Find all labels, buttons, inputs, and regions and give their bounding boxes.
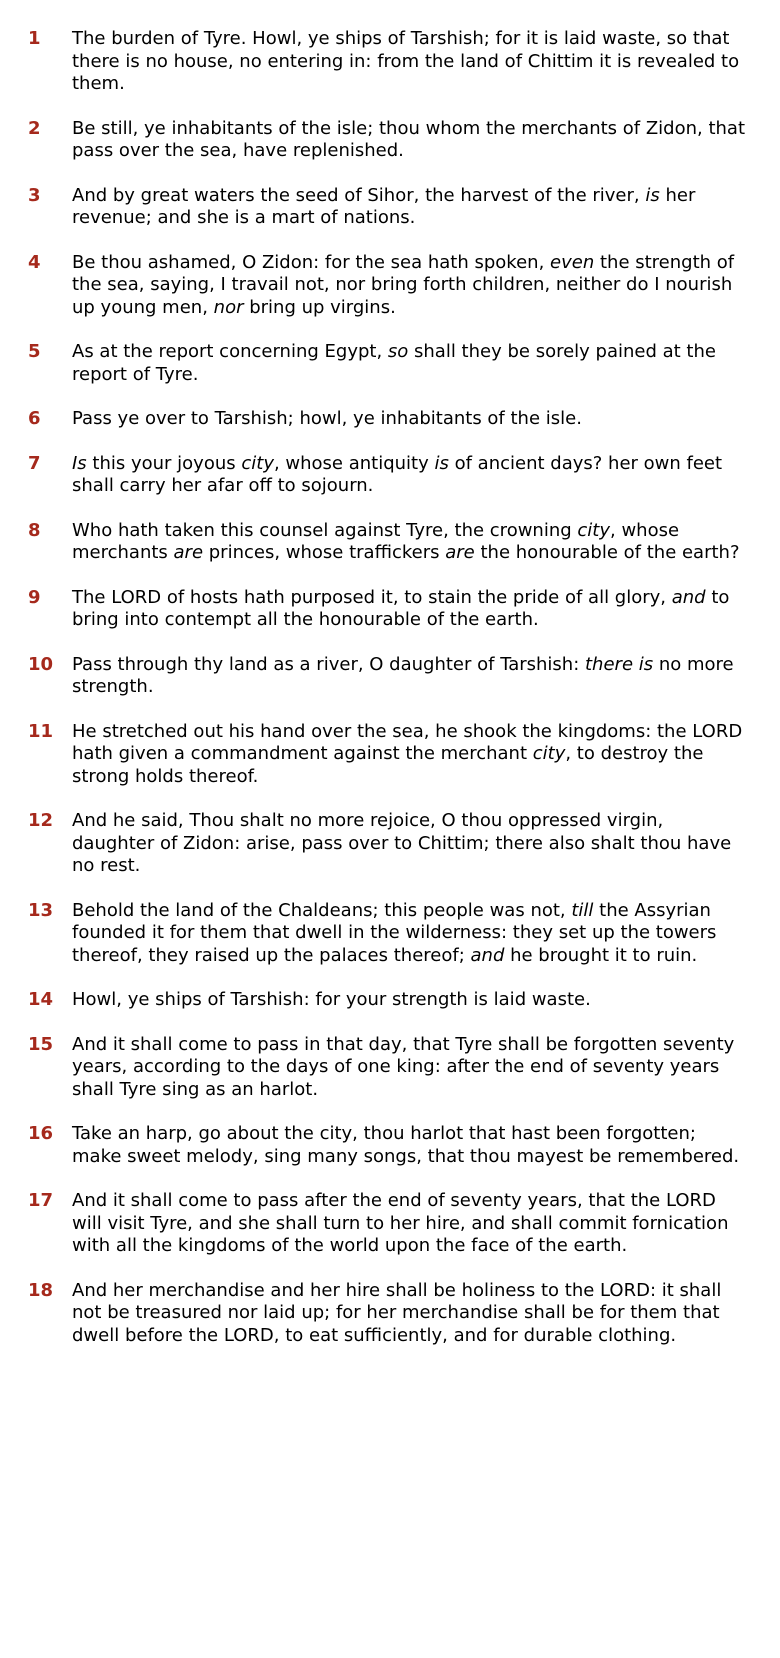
verse-number: 14 <box>28 989 54 1010</box>
verse-text <box>72 252 750 320</box>
verse-text-segment: the strength of the sea, saying, I travail not, nor bring forth children, neither do I nourish up young men, <box>72 251 735 318</box>
verse-text-segment: And it shall come to pass in that day, that Tyre shall be forgotten seventy years, according to the days of one king: after the end of seventy years shall Tyre sing as an harlot. <box>72 1033 735 1100</box>
verse-text-segment: Be still, ye inhabitants of the isle; thou whom the merchants of Zidon, that pass over the sea, have replenished. <box>72 117 746 161</box>
verse <box>28 118 750 163</box>
verse-text-segment: He stretched out his hand over the sea, he shook the kingdoms: the LORD hath given a commandment against the merchant <box>72 720 743 764</box>
verse-text-segment: And it shall come to pass after the end of seventy years, that the LORD will visit Tyre, and she shall turn to her hire, and shall commit fornication with all the kingdoms of the world upon the face of the earth. <box>72 1190 729 1256</box>
verse-text <box>72 1280 750 1348</box>
italic-supplied-word: Is <box>72 452 87 474</box>
verse-text <box>72 810 750 878</box>
verse-text-segment: And her merchandise and her hire shall be holiness to the LORD: it shall not be treasured nor laid up; for her merchandise shall be for them that dwell before the LORD, to eat sufficiently, and for durable clothing. <box>72 1279 722 1346</box>
verse <box>28 341 750 386</box>
verse-text-segment: Take an harp, go about the city, thou harlot that hast been forgotten; make sweet melody, sing many songs, that thou mayest be remembered. <box>72 1123 740 1167</box>
italic-supplied-word: even <box>550 251 595 273</box>
verse <box>28 28 750 96</box>
verse-text <box>72 989 750 1012</box>
verse-number: 17 <box>28 1190 54 1211</box>
verse-text-segment: her revenue; and she is a mart of nations. <box>72 184 696 228</box>
verse-text-segment: And he said, Thou shalt no more rejoice, O thou oppressed virgin, daughter of Zidon: arise, pass over to Chittim; there also shalt thou have no rest. <box>72 810 732 876</box>
verse <box>28 900 750 968</box>
verse-number: 6 <box>28 408 41 429</box>
verse-text-segment: Who hath taken this counsel against Tyre, the crowning <box>72 519 578 541</box>
verse <box>28 1190 750 1258</box>
verse-text <box>72 721 750 789</box>
italic-supplied-word: and <box>470 944 505 966</box>
verse-number: 2 <box>28 117 41 139</box>
verse-text <box>72 654 750 699</box>
verse <box>28 989 750 1012</box>
verse-text-segment: shall they be sorely pained at the report of Tyre. <box>72 341 716 385</box>
italic-supplied-word: are <box>445 542 475 563</box>
verse-number: 16 <box>28 1123 54 1144</box>
italic-supplied-word: till <box>571 899 594 921</box>
verse-text-segment: he brought it to ruin. <box>504 944 698 966</box>
verse <box>28 185 750 230</box>
verse <box>28 408 750 431</box>
verse-text-segment: to bring into contempt all the honourable of the earth. <box>72 586 730 630</box>
verse-number: 4 <box>28 251 41 273</box>
verse-text-segment: Behold the land of the Chaldeans; this people was not, <box>72 899 572 921</box>
verse-number: 15 <box>28 1033 54 1055</box>
verse-text-segment: As at the report concerning Egypt, <box>72 341 388 362</box>
italic-supplied-word: is <box>645 184 660 206</box>
verse <box>28 1280 750 1348</box>
verse-text <box>72 341 750 386</box>
verse <box>28 1034 750 1102</box>
verse-text-segment: , whose merchants <box>72 519 680 563</box>
verse-text <box>72 520 750 565</box>
verse-text <box>72 1123 750 1168</box>
italic-supplied-word: city <box>577 519 610 541</box>
italic-supplied-word: city <box>532 743 566 764</box>
verse-number: 12 <box>28 810 54 831</box>
verse-text-segment: Howl, ye ships of Tarshish: for your strength is laid waste. <box>72 989 591 1010</box>
verse-text <box>72 1190 750 1258</box>
verse-text-segment: , whose antiquity <box>273 452 435 474</box>
verse-number: 1 <box>28 28 41 49</box>
verse-number: 3 <box>28 184 41 206</box>
verse-text-segment: The LORD of hosts hath purposed it, to stain the pride of all glory, <box>72 586 672 608</box>
verse-text <box>72 587 750 632</box>
verse-text-segment: And by great waters the seed of Sihor, the harvest of the river, <box>72 184 646 206</box>
italic-supplied-word: are <box>173 542 204 563</box>
verse-number: 13 <box>28 899 54 921</box>
verse <box>28 520 750 565</box>
italic-supplied-word: is <box>434 452 449 474</box>
italic-supplied-word: city <box>241 452 274 474</box>
verse-number: 10 <box>28 653 54 675</box>
verse <box>28 587 750 632</box>
verse-text <box>72 185 750 230</box>
verse-text <box>72 408 750 431</box>
verse-text-segment: bring up virgins. <box>243 296 396 318</box>
verse-number: 18 <box>28 1279 54 1301</box>
verse-text <box>72 28 750 96</box>
verse <box>28 1123 750 1168</box>
verse-text-segment: , to destroy the strong holds thereof. <box>72 743 704 787</box>
verse <box>28 252 750 320</box>
verse <box>28 721 750 789</box>
verse <box>28 810 750 878</box>
verse-text-segment: the honourable of the earth? <box>474 542 740 563</box>
italic-supplied-word: there is <box>585 653 654 675</box>
verse-number: 7 <box>28 452 41 474</box>
verse-text-segment: no more strength. <box>72 653 734 697</box>
verse-text-segment: this your joyous <box>86 452 242 474</box>
verse-number: 8 <box>28 519 41 541</box>
verse-text <box>72 118 750 163</box>
verse-text <box>72 1034 750 1102</box>
verse-text-segment: Pass ye over to Tarshish; howl, ye inhabitants of the isle. <box>72 408 582 429</box>
verse <box>28 654 750 699</box>
verse-text-segment: the Assyrian founded it for them that dwell in the wilderness: they set up the towers thereof, they raised up the palaces thereof; <box>72 899 717 966</box>
italic-supplied-word: so <box>387 341 409 362</box>
verse-text-segment: of ancient days? her own feet shall carry her afar off to sojourn. <box>72 452 723 496</box>
verse-number: 9 <box>28 586 41 608</box>
verse-text-segment: Pass through thy land as a river, O daughter of Tarshish: <box>72 653 585 675</box>
verse-text-segment: Be thou ashamed, O Zidon: for the sea hath spoken, <box>72 251 551 273</box>
verse-text <box>72 453 750 498</box>
verse-number: 11 <box>28 720 54 742</box>
verse-text-segment: princes, whose traffickers <box>203 542 446 563</box>
verse-text-segment: The burden of Tyre. Howl, ye ships of Tarshish; for it is laid waste, so that there is no house, no entering in: from the land of Chittim it is revealed to them. <box>72 28 740 94</box>
italic-supplied-word: nor <box>213 296 244 318</box>
verse-text <box>72 900 750 968</box>
verse-number: 5 <box>28 341 41 362</box>
verse <box>28 453 750 498</box>
italic-supplied-word: and <box>671 586 706 608</box>
